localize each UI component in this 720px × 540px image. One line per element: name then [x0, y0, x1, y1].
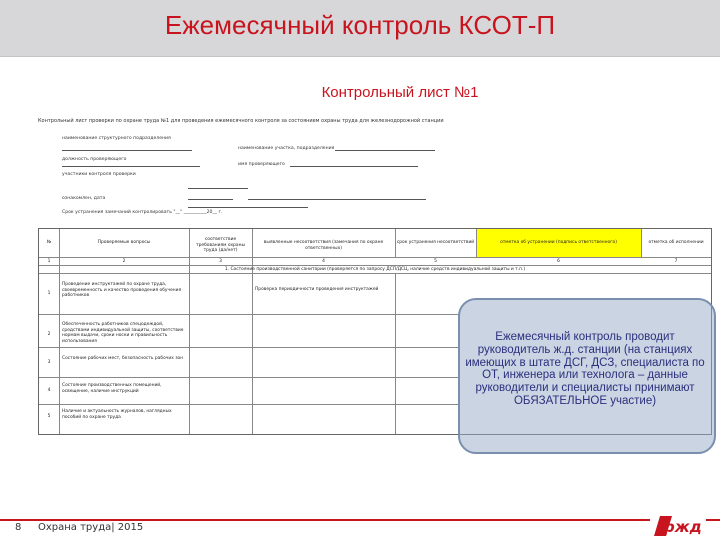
field-inspector-position: должность проверяющего: [62, 157, 127, 162]
callout-text: Ежемесячный контроль проводит руководитель ж.д. станции (на станциях имеющих в штате ДСГ, ДСЗ, специалиста по ОТ, инженера или технолога – данные руководители и специалисты принимают ОБЯЗАТЕЛЬНОЕ участие): [465, 331, 705, 407]
table-row-number: 2: [47, 332, 51, 337]
field-deadline: Срок устранения замечаний контролировать "__" __________20__ г.: [62, 210, 223, 215]
table-row-number: 4: [47, 388, 51, 393]
column-header: срок устранения несоответствий: [396, 240, 475, 245]
table-row-number: 1: [47, 291, 51, 296]
column-number: 5: [434, 259, 437, 264]
field-division-line: [62, 150, 192, 151]
column-header: отметка об исполнении: [648, 240, 704, 245]
table-row-text: Состояние производственных помещений, освещение, наличие инструкций: [62, 383, 162, 394]
rzd-logo: [650, 512, 706, 538]
title-bar: [0, 0, 720, 57]
table-row-text: Обеспеченность работников спецодеждой, средствами индивидуальной защиты, соответствие нормам выдачи, сроки носки и правильность использования: [62, 322, 184, 344]
field-site-name: наименование участка, подразделения: [238, 146, 335, 151]
column-number: 3: [219, 259, 222, 264]
footer-text: Охрана труда| 2015: [38, 522, 144, 533]
column-header: выявленные несоответствия (замечания по охране ответственных): [263, 240, 384, 251]
form-heading: Контрольный лист проверки по охране труда №1 для проведения ежемесячного контроля за состоянием охраны труда для железнодорожной станции: [38, 118, 444, 124]
page-number: 8: [15, 522, 22, 533]
table-row-text: Состояние рабочих мест, безопасность рабочих зон: [62, 356, 184, 361]
column-number: 2: [122, 259, 126, 264]
field-site-line: [335, 150, 435, 151]
field-familiarized: ознакомлен, дата: [62, 196, 106, 201]
field-line-b: [188, 199, 233, 200]
table-row-note: Проверка периодичности проведения инструктажей: [255, 287, 379, 292]
column-number: 6: [557, 259, 560, 264]
slide-title: Ежемесячный контроль КСОТ-П: [164, 10, 556, 40]
column-number: 1: [47, 259, 51, 264]
column-header: Проверяемые вопросы: [97, 240, 151, 245]
field-division-name: наименование структурного подразделения: [62, 136, 171, 141]
section-title: 1. Состояние производственной санитарии (проверяется по запросу ДСП/ДСЦ, наличие средств индивидуальной защиты и т.п.): [224, 267, 526, 272]
table-row-text: Наличие и актуальность журналов, наглядных пособий по охране труда: [62, 409, 172, 420]
column-number: 4: [322, 259, 325, 264]
field-line-c: [248, 199, 426, 200]
table-row-number: 3: [47, 360, 51, 365]
field-line-a: [188, 188, 248, 189]
field-line-d: [188, 207, 308, 208]
footer-divider: [0, 519, 720, 521]
sheet-title: Контрольный лист №1: [321, 84, 479, 101]
column-header: соответствие требованиям охраны труда (да/нет): [196, 237, 245, 253]
field-inspector-position-line: [62, 166, 200, 167]
svg-text:ржд: ржд: [664, 518, 702, 536]
table-row-text: Проведение инструктажей по охране труда, своевременность и качество проведения обучения работников: [62, 282, 182, 298]
field-inspector-name: имя проверяющего: [238, 162, 285, 167]
column-number: 7: [674, 259, 678, 264]
table-row-number: 5: [47, 414, 51, 419]
field-inspector-name-line: [290, 166, 418, 167]
column-header: отметка об устранении (подпись ответственного): [500, 240, 617, 245]
column-header: №: [46, 240, 52, 245]
field-participants: участники контроля проверки: [62, 172, 136, 177]
